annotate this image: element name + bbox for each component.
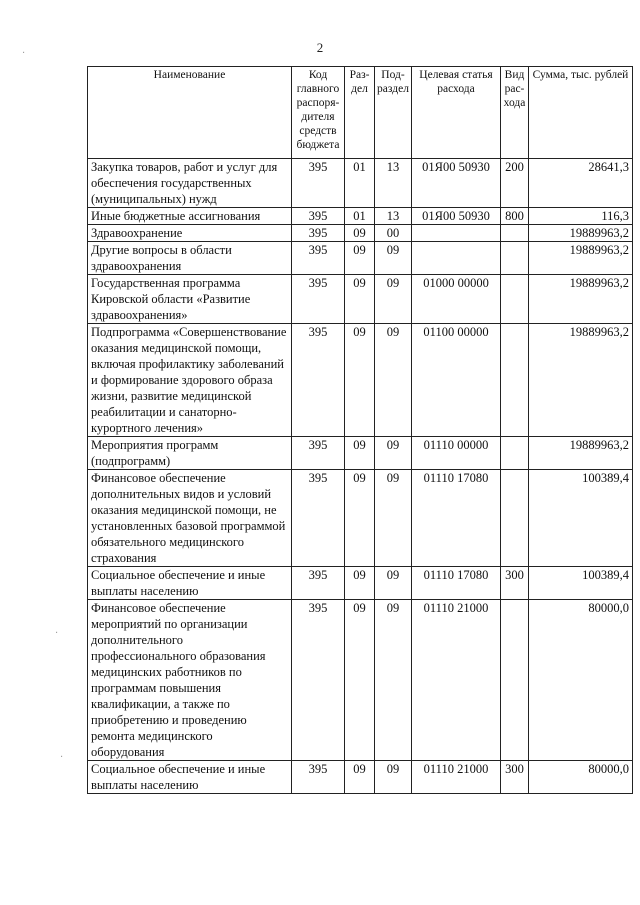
row-subsection: 13 xyxy=(375,208,412,225)
row-section: 09 xyxy=(345,470,375,567)
table-body xyxy=(88,159,633,794)
row-subsection: 09 xyxy=(375,600,412,761)
row-code: 395 xyxy=(292,324,345,437)
row-target: 01110 17080 xyxy=(412,567,501,600)
table-header-row xyxy=(88,67,633,159)
row-name: Иные бюджетные ассигнования xyxy=(88,208,292,225)
row-name: Государственная программа Кировской области «Развитие здравоохранения» xyxy=(88,275,292,324)
row-subsection: 13 xyxy=(375,159,412,208)
row-sum: 19889963,2 xyxy=(529,225,633,242)
row-kind: 200 xyxy=(501,159,529,208)
row-section: 09 xyxy=(345,567,375,600)
header-subsection: Под-раздел xyxy=(375,67,412,159)
row-sum: 19889963,2 xyxy=(529,242,633,275)
budget-table xyxy=(87,66,633,794)
row-sum: 19889963,2 xyxy=(529,324,633,437)
table-row xyxy=(88,324,633,437)
row-subsection: 09 xyxy=(375,275,412,324)
row-section: 09 xyxy=(345,600,375,761)
scan-speck: · xyxy=(60,752,64,763)
row-section: 09 xyxy=(345,324,375,437)
row-target: 01000 00000 xyxy=(412,275,501,324)
row-section: 01 xyxy=(345,208,375,225)
row-target: 01110 21000 xyxy=(412,600,501,761)
header-sum: Сумма, тыс. рублей xyxy=(529,67,633,159)
header-section: Раз-дел xyxy=(345,67,375,159)
row-target: 01110 21000 xyxy=(412,761,501,794)
row-section: 09 xyxy=(345,275,375,324)
row-kind xyxy=(501,242,529,275)
row-sum: 80000,0 xyxy=(529,600,633,761)
table-row xyxy=(88,761,633,794)
row-name: Мероприятия программ (подпрограмм) xyxy=(88,437,292,470)
row-name: Другие вопросы в области здравоохранения xyxy=(88,242,292,275)
row-subsection: 09 xyxy=(375,470,412,567)
row-code: 395 xyxy=(292,208,345,225)
row-kind xyxy=(501,470,529,567)
row-section: 09 xyxy=(345,225,375,242)
row-code: 395 xyxy=(292,567,345,600)
row-code: 395 xyxy=(292,225,345,242)
table-row xyxy=(88,470,633,567)
row-code: 395 xyxy=(292,159,345,208)
row-sum: 28641,3 xyxy=(529,159,633,208)
row-kind: 800 xyxy=(501,208,529,225)
header-kind: Вид рас-хода xyxy=(501,67,529,159)
row-sum: 19889963,2 xyxy=(529,275,633,324)
row-kind xyxy=(501,324,529,437)
scan-speck: · xyxy=(55,628,59,639)
table-row xyxy=(88,567,633,600)
row-kind: 300 xyxy=(501,567,529,600)
table-row xyxy=(88,437,633,470)
header-name: Наименование xyxy=(88,67,292,159)
row-sum: 19889963,2 xyxy=(529,437,633,470)
row-section: 09 xyxy=(345,761,375,794)
row-target xyxy=(412,242,501,275)
row-subsection: 09 xyxy=(375,567,412,600)
row-name: Здравоохранение xyxy=(88,225,292,242)
row-section: 01 xyxy=(345,159,375,208)
row-name: Финансовое обеспечение дополнительных видов и условий оказания медицинской помощи, не установленных базовой программой обязательного медицинского страхования xyxy=(88,470,292,567)
row-code: 395 xyxy=(292,600,345,761)
row-target: 01110 00000 xyxy=(412,437,501,470)
row-name: Закупка товаров, работ и услуг для обеспечения государственных (муниципальных) нужд xyxy=(88,159,292,208)
row-code: 395 xyxy=(292,275,345,324)
table-row xyxy=(88,159,633,208)
row-kind xyxy=(501,275,529,324)
row-subsection: 09 xyxy=(375,437,412,470)
row-target: 01Я00 50930 xyxy=(412,159,501,208)
table-row xyxy=(88,225,633,242)
row-name: Подпрограмма «Совершенствование оказания медицинской помощи, включая профилактику заболеваний и формирование здорового образа жизни, развитие медицинской реабилитации и санаторно-курортного лечения» xyxy=(88,324,292,437)
row-sum: 100389,4 xyxy=(529,470,633,567)
row-target: 01110 17080 xyxy=(412,470,501,567)
header-code: Код главного распоря-дителя средств бюджета xyxy=(292,67,345,159)
row-code: 395 xyxy=(292,242,345,275)
row-section: 09 xyxy=(345,437,375,470)
table-row xyxy=(88,242,633,275)
row-target: 01Я00 50930 xyxy=(412,208,501,225)
scan-speck: · xyxy=(22,48,26,59)
row-code: 395 xyxy=(292,470,345,567)
row-section: 09 xyxy=(345,242,375,275)
header-target: Целевая статья расхода xyxy=(412,67,501,159)
row-sum: 100389,4 xyxy=(529,567,633,600)
row-subsection: 09 xyxy=(375,761,412,794)
row-target xyxy=(412,225,501,242)
table-row xyxy=(88,600,633,761)
row-kind xyxy=(501,225,529,242)
row-name: Социальное обеспечение и иные выплаты населению xyxy=(88,567,292,600)
row-sum: 80000,0 xyxy=(529,761,633,794)
row-name: Социальное обеспечение и иные выплаты населению xyxy=(88,761,292,794)
row-kind: 300 xyxy=(501,761,529,794)
row-subsection: 09 xyxy=(375,242,412,275)
table-row xyxy=(88,208,633,225)
row-subsection: 00 xyxy=(375,225,412,242)
row-code: 395 xyxy=(292,761,345,794)
row-subsection: 09 xyxy=(375,324,412,437)
row-kind xyxy=(501,600,529,761)
row-code: 395 xyxy=(292,437,345,470)
table-row xyxy=(88,275,633,324)
row-sum: 116,3 xyxy=(529,208,633,225)
row-kind xyxy=(501,437,529,470)
row-name: Финансовое обеспечение мероприятий по организации дополнительного профессионального образования медицинских работников по программам повышения квалификации, а также по приобретению и проведению ремонта медицинского оборудования xyxy=(88,600,292,761)
page-number: 2 xyxy=(316,40,324,55)
row-target: 01100 00000 xyxy=(412,324,501,437)
